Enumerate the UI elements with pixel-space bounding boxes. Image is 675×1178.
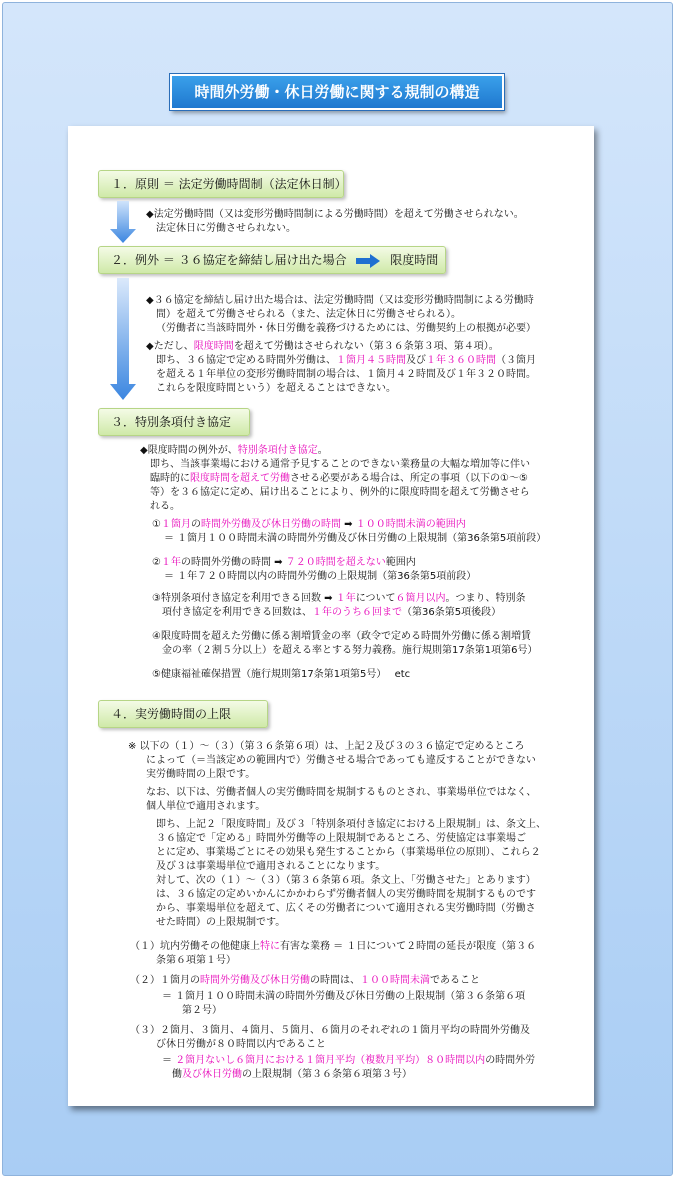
s3-item-1-hl-2: 時間外労働及び休日労働の時間 — [200, 519, 341, 530]
s4-note3-line-6: は、３６協定の定めいかんにかかわらず労働者個人の実労働時間を規制するものです — [156, 889, 536, 900]
s2-p2-highlight-2: １箇月４５時間 — [336, 355, 406, 366]
s4-item-3-line-2: び休日労働が８０時間以内であること — [156, 1039, 326, 1050]
s4-item-2-line-3: 第２号） — [182, 1005, 222, 1016]
s4-item-3-text: ＝ — [162, 1055, 176, 1066]
s3-item-3-hl-3: １年のうち６回まで — [312, 607, 402, 618]
s4-item-3-text-4: の上限規制（第３６条第６項第３号） — [242, 1069, 412, 1080]
s3-item-2 — [152, 556, 416, 570]
s4-item-1-text-2: 有害な業務 ＝ １日について２時間の延長が限度（第３６ — [280, 941, 537, 952]
s3-intro-line-2: 即ち、当該事業場における通常予見することのできない業務量の大幅な増加等に伴い — [150, 459, 530, 470]
s3-item-3-text-3: 。つまり、特別条 — [445, 593, 526, 604]
s4-note3-line-7: から、事業場単位を超えて、広くその労働者について適用される実労働時間（労働さ — [156, 903, 536, 914]
s3-item-3-text: ③特別条項付き協定を利用できる回数 — [152, 593, 321, 604]
s4-item-3-text-2: の時間外労 — [485, 1055, 536, 1066]
s3-item-2-text: の時間外労働の時間 — [180, 557, 271, 568]
s4-item-3-line-1: （３）２箇月、３箇月、４箇月、５箇月、６箇月のそれぞれの１箇月平均の時間外労働及 — [130, 1025, 530, 1036]
s2-p2-line-2 — [156, 354, 536, 368]
section-3-heading: ３．特別条項付き協定 — [98, 408, 250, 436]
s4-item-3-hl: ２箇月ないし６箇月における１箇月平均（複数月平均）８０時間以内 — [175, 1055, 486, 1066]
arrow-down-icon — [110, 201, 136, 243]
s3-highlight-2: 限度時間を超えて労働 — [190, 473, 290, 484]
s2-p2-text-4: 及び — [406, 355, 426, 366]
s2-p1-line-1: ◆３６協定を締結し届け出た場合は、法定労働時間（又は変形労働時間制による労働時 — [146, 295, 534, 306]
s3-item-1-text: の — [190, 519, 201, 530]
s3-text-4: させる必要がある場合は、所定の事項（以下の①～⑤ — [290, 473, 528, 484]
page-title: 時間外労働・休日労働に関する規制の構造 — [170, 74, 504, 110]
arrow-down-long-icon — [110, 278, 136, 400]
arrow-right-icon: ➡ — [324, 593, 333, 604]
section-2-heading — [98, 246, 446, 274]
s3-item-2-hl-2: ７２０時間を超えない — [285, 557, 386, 568]
s3-text-3: 臨時的に — [150, 473, 190, 484]
section-1-heading: １．原則 ＝ 法定労働時間制（法定休日制） — [98, 170, 344, 198]
s2-p2-line-4: これらを限度時間という）を超えることはできない。 — [156, 383, 396, 394]
s3-item-1-num: ① — [152, 519, 161, 530]
s4-note-line-3: 実労働時間の上限です。 — [146, 769, 256, 780]
s3-intro-line-5: れる。 — [150, 501, 180, 512]
s4-note3-line-1: 即ち、上記２「限度時間」及び３「特別条項付き協定における上限規制」は、条文上、 — [156, 819, 546, 830]
s3-highlight: 特別条項付き協定 — [237, 445, 318, 456]
s3-intro-line-4: 等）を３６協定に定め、届け出ることにより、例外的に限度時間を超えて労働させら — [150, 487, 530, 498]
s4-item-3-text-3: 働 — [172, 1069, 182, 1080]
s2-p2-highlight-3: １年３６０時間 — [426, 355, 496, 366]
s2-p2-line-1 — [146, 340, 499, 354]
s4-note2-line-1: なお、以下は、労働者個人の実労働時間を規制するものとされ、事業場単位ではなく、 — [146, 787, 537, 798]
s3-item-3-line-2 — [162, 606, 501, 620]
s3-item-3-text-4: 項付き協定を利用できる回数は、 — [162, 607, 312, 618]
s4-item-2-text-3: であること — [430, 975, 480, 986]
s3-text-2: 。 — [317, 445, 328, 456]
s4-note3-line-3: とに定め、事業場ごとにその効果も発生することから（事業場単位の原則）、これら２ — [156, 847, 541, 858]
s2-p2-text: ◆ただし、 — [146, 341, 194, 352]
s4-item-1-line-2: 条第６項第１号） — [156, 955, 236, 966]
s2-p2-text-2: を超えて労働はさせられない（第３６条第３項、第４項）。 — [233, 341, 499, 352]
s4-note3-line-5: 対して、次の（１）～（３）（第３６条第６項。条文上、「労働させた」とあります） — [156, 875, 536, 886]
s2-p1-line-3: （労働者に当該時間外・休日労働を義務づけるためには、労働契約上の根拠が必要） — [156, 323, 536, 334]
section-4-heading: ４．実労働時間の上限 — [98, 700, 268, 728]
s3-item-2-num: ② — [152, 557, 161, 568]
s3-item-1-hl-3: １００時間未満の範囲内 — [355, 519, 466, 530]
s4-item-3-line-3 — [162, 1054, 535, 1068]
s4-note-line-2: によって（＝当該定めの範囲内で）労働させる場合であっても違反することができない — [146, 755, 536, 766]
s3-item-2-text-2: 範囲内 — [385, 557, 416, 568]
s2-label: ２．例外 ＝ ３６協定を締結し届け出た場合 — [111, 253, 347, 267]
s2-p1-line-2: 間）を超えて労働させられる（また、法定休日に労働させられる）。 — [156, 309, 461, 320]
s1-line-1: ◆法定労働時間（又は変形労働時間制による労働時間）を超えて労働させられない。 — [146, 209, 524, 220]
s3-item-1 — [152, 518, 466, 532]
s2-p2-highlight: 限度時間 — [193, 341, 234, 352]
s4-note2-line-2: 個人単位で適用されます。 — [146, 801, 266, 812]
s3-item-3-hl: １年 — [335, 593, 356, 604]
arrow-right-icon: ➡ — [344, 519, 353, 530]
arrow-right-icon — [356, 254, 380, 268]
s3-item-3-hl-2: ６箇月以内 — [395, 593, 446, 604]
s2-p2-line-3: を超える１年単位の変形労働時間制の場合は、１箇月４２時間及び１年３２０時間。 — [156, 369, 536, 380]
s3-item-3-text-2: について — [355, 593, 396, 604]
s3-text: ◆限度時間の例外が、 — [140, 445, 238, 456]
s4-note3-line-2: ３６協定で「定める」時間外労働等の上限規制であるところ、労使協定は事業場ご — [156, 833, 526, 844]
s3-item-5: ⑤健康福祉確保措置（施行規則第17条第1項第5号） etc — [152, 669, 411, 680]
s2-p2-text-3: 即ち、３６協定で定める時間外労働は、 — [156, 355, 336, 366]
s4-item-1-text: （１）坑内労働その他健康上 — [130, 941, 260, 952]
s4-item-2-text-2: の時間は、 — [310, 975, 360, 986]
s4-item-3-line-4 — [172, 1068, 412, 1082]
s4-item-2-line-1 — [130, 974, 480, 988]
s3-item-4-line-1: ④限度時間を超えた労働に係る割増賃金の率（政令で定める時間外労働に係る割増賃 — [152, 631, 531, 642]
s4-item-2-hl: 時間外労働及び休日労働 — [200, 975, 310, 986]
arrow-right-icon: ➡ — [274, 557, 283, 568]
s4-item-2-line-2: ＝ １箇月１００時間未満の時間外労働及び休日労働の上限規制（第３６条第６項 — [162, 991, 526, 1002]
s4-item-2-hl-2: １００時間未満 — [360, 975, 430, 986]
s3-item-1-hl: １箇月 — [160, 519, 191, 530]
s4-item-1-hl: 特に — [260, 941, 280, 952]
s4-item-2-text: （２）１箇月の — [130, 975, 200, 986]
s1-line-2: 法定休日に労働させられない。 — [156, 223, 296, 234]
s3-intro-line-1 — [140, 444, 328, 458]
s2-result: 限度時間 — [390, 253, 439, 267]
s2-p2-text-5: （３箇月 — [496, 355, 536, 366]
s3-intro-line-3 — [150, 472, 528, 486]
s3-item-4-line-2: 金の率（２割５分以上）を超える率とする努力義務。施行規則第17条第1項第6号） — [162, 645, 538, 656]
s4-item-1-line-1 — [130, 940, 536, 954]
s3-item-3-text-5: （第36条第5項後段） — [402, 607, 502, 618]
s3-item-2-hl: １年 — [160, 557, 181, 568]
s4-note3-line-8: せた時間）の上限規制です。 — [156, 917, 286, 928]
s3-item-3 — [152, 592, 526, 606]
s3-item-1-detail: ＝ １箇月１００時間未満の時間外労働及び休日労働の上限規制（第36条第5項前段） — [164, 533, 547, 544]
s4-item-3-hl-2: 及び休日労働 — [182, 1069, 242, 1080]
s3-item-2-detail: ＝ １年７２０時間以内の時間外労働の上限規制（第36条第5項前段） — [164, 571, 477, 582]
s4-note3-line-4: 及び３は事業場単位で適用されることになります。 — [156, 861, 386, 872]
s4-note-line-1: ※ 以下の（１）～（３）（第３６条第６項）は、上記２及び３の３６協定で定めるところ — [128, 741, 525, 752]
